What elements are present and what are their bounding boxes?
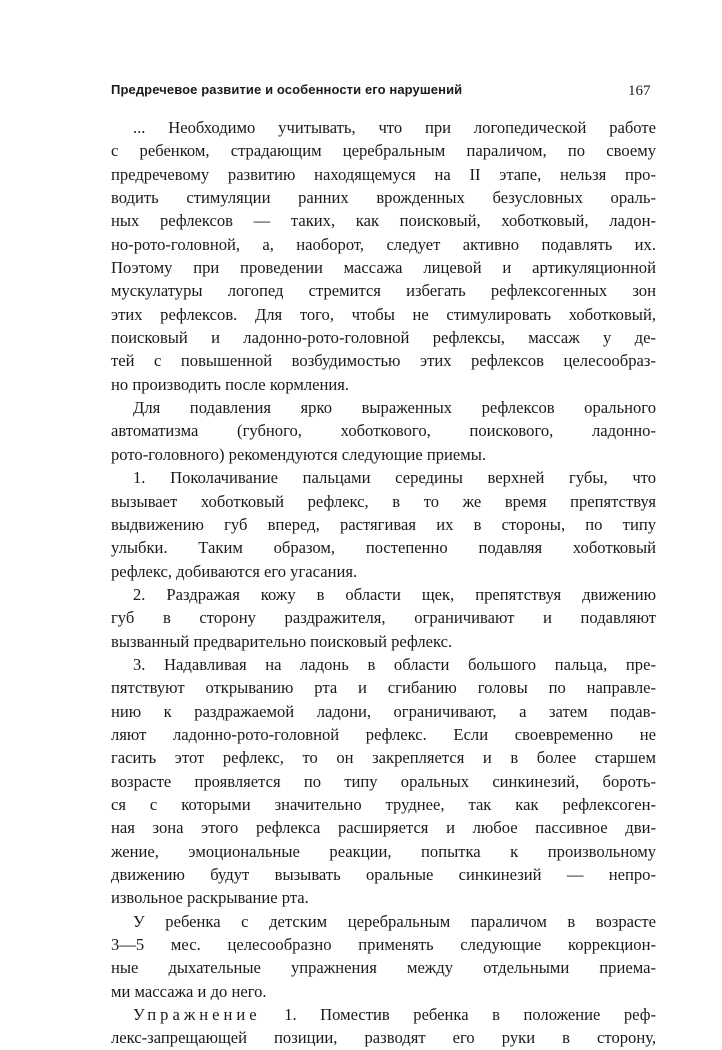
text-line: тей с повышенной возбудимостью этих рефлексов целесообраз-: [111, 351, 656, 371]
text-line: ми массажа и до него.: [111, 981, 267, 1001]
text-line: выдвижению губ вперед, растягивая их в стороны, по типу: [111, 514, 656, 534]
body-text: [111, 116, 656, 1050]
text-line: возрасте проявляется по типу оральных синкинезий, бороть-: [111, 771, 656, 791]
text-line: ... Необходимо учитывать, что при логопедической работе: [133, 118, 656, 137]
text-line: 2. Раздражая кожу в области щек, препятствуя движению: [133, 584, 656, 604]
text-line: мускулатуры логопед стремится избегать рефлексогенных зон: [111, 281, 656, 301]
exercise-label: Упражнение: [133, 1005, 261, 1025]
text-line: улыбки. Таким образом, постепенно подавляя хоботковый: [111, 538, 656, 558]
text-line: 1. Поколачивание пальцами середины верхней губы, что: [133, 468, 656, 488]
text-line: движению будут вызывать оральные синкинезий — непро-: [111, 865, 656, 884]
text-line: поисковый и ладонно-рото-головной рефлексы, массаж у де-: [111, 328, 656, 348]
text-line: ных рефлексов — таких, как поисковый, хоботковый, ладон-: [111, 211, 656, 231]
text-line: ся с которыми значительно труднее, так как рефлексоген-: [111, 794, 656, 814]
text-line: жение, эмоциональные реакции, попытка к произвольному: [111, 841, 656, 861]
text-line: 3. Надавливая на ладонь в области большого пальца, пре-: [133, 654, 656, 674]
page-number: 167: [628, 83, 651, 99]
paragraph-lines: [111, 116, 656, 1003]
text-line: ная зона этого рефлекса расширяется и любое пассивное дви-: [111, 818, 656, 838]
text-line: рото-головного) рекомендуются следующие приемы.: [111, 444, 487, 464]
text-line: этих рефлексов. Для того, чтобы не стимулировать хоботковый,: [111, 304, 656, 324]
text-line: лекс-запрещающей позиции, разводят его руки в сторону,: [111, 1028, 656, 1048]
exercise-text: 1. Поместив ребенка в положение реф-: [260, 1005, 656, 1025]
text-line: водить стимуляции ранних врожденных безусловных ораль-: [111, 188, 656, 208]
text-line: рефлекс, добиваются его угасания.: [111, 561, 358, 581]
text-line: нию к раздражаемой ладони, ограничивают, а затем подав-: [111, 701, 656, 721]
text-line: автоматизма (губного, хоботкового, поискового, ладонно-: [111, 421, 656, 441]
exercise-line: [111, 1003, 656, 1026]
text-line: ляют ладонно-рото-головной рефлекс. Если своевременно не: [111, 724, 656, 744]
text-line: вызванный предварительно поисковый рефлекс.: [111, 631, 453, 651]
text-line: 3—5 мес. целесообразно применять следующие коррекцион-: [111, 935, 656, 955]
text-line: губ в сторону раздражителя, ограничивают и подавляют: [111, 608, 656, 628]
text-line: вызывает хоботковый рефлекс, в то же время препятствуя: [111, 491, 656, 511]
text-line: предречевому развитию находящемуся на II этапе, нельзя про-: [111, 164, 656, 184]
text-line: но производить после кормления.: [111, 374, 350, 394]
text-line: с ребенком, страдающим церебральным параличом, по своему: [111, 141, 656, 161]
text-line: Поэтому при проведении массажа лицевой и артикуляционной: [111, 258, 656, 278]
text-line: но-рото-головной, а, наоборот, следует активно подавлять их.: [111, 234, 656, 254]
text-line: ные дыхательные упражнения между отдельными приема-: [111, 958, 656, 978]
text-line: Для подавления ярко выраженных рефлексов орального: [133, 398, 656, 418]
text-line: извольное раскрывание рта.: [111, 888, 309, 908]
text-line: пятствуют открыванию рта и сгибанию головы по направле-: [111, 678, 656, 698]
text-line: гасить этот рефлекс, то он закрепляется и в более старшем: [111, 748, 656, 768]
running-title: Предречевое развитие и особенности его нарушений: [111, 82, 463, 97]
text-line: У ребенка с детским церебральным параличом в возрасте: [133, 911, 656, 931]
